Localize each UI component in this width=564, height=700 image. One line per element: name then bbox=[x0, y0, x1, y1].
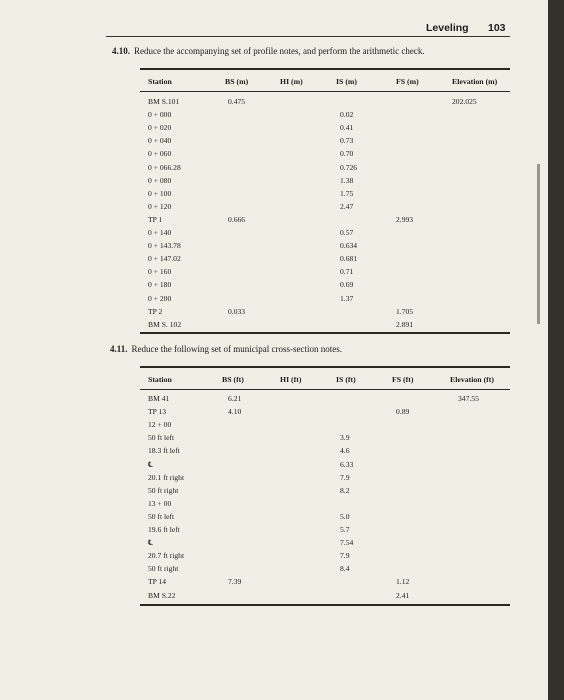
value-cell: 2.41 bbox=[396, 590, 410, 600]
station-cell: TP 13 bbox=[148, 407, 167, 417]
station-cell: 0 + 100 bbox=[148, 188, 172, 198]
section-title: Leveling bbox=[426, 22, 469, 34]
station-cell: 50 ft left bbox=[148, 511, 175, 521]
station-cell: 0 + 000 bbox=[148, 110, 172, 120]
station-cell: 50 ft left bbox=[148, 433, 175, 443]
value-cell: 0.634 bbox=[340, 241, 358, 251]
profile-notes-table bbox=[140, 68, 510, 334]
book-edge bbox=[548, 0, 564, 700]
value-cell: 0.033 bbox=[228, 306, 246, 316]
value-cell: 0.70 bbox=[340, 149, 354, 159]
value-cell: 0.681 bbox=[340, 254, 358, 264]
page-number: 103 bbox=[488, 22, 506, 34]
value-cell: 347.55 bbox=[458, 394, 479, 403]
station-cell: 0 + 180 bbox=[148, 280, 172, 290]
station-cell: 0 + 140 bbox=[148, 228, 172, 237]
page-shadow-mark bbox=[537, 164, 540, 324]
value-cell: 0.89 bbox=[396, 407, 410, 417]
table-header-rule bbox=[140, 91, 510, 92]
column-header: Elevation (m) bbox=[452, 77, 498, 86]
value-cell: 0.726 bbox=[340, 162, 358, 172]
value-cell: 6.21 bbox=[228, 394, 242, 403]
problem-text: Reduce the accompanying set of profile notes, and perform the arithmetic check. bbox=[134, 46, 425, 56]
station-cell: 0 + 060 bbox=[148, 149, 172, 159]
column-header: BS (ft) bbox=[222, 375, 244, 384]
station-cell: BM 41 bbox=[148, 394, 170, 403]
column-header: HI (ft) bbox=[280, 375, 302, 384]
station-cell: 0 + 160 bbox=[148, 267, 172, 277]
table-bottom-rule bbox=[140, 604, 510, 606]
column-header: BS (m) bbox=[225, 77, 249, 86]
value-cell: 0.71 bbox=[340, 267, 354, 277]
value-cell: 3.9 bbox=[340, 433, 350, 443]
station-cell: 0 + 200 bbox=[148, 293, 172, 303]
value-cell: 0.475 bbox=[228, 97, 246, 106]
value-cell: 8.2 bbox=[340, 485, 350, 495]
station-cell: 0 + 143.78 bbox=[148, 241, 181, 251]
table-bottom-rule bbox=[140, 332, 510, 334]
table-top-rule bbox=[140, 366, 510, 368]
value-cell: 202.025 bbox=[452, 97, 477, 106]
cross-section-notes-table bbox=[140, 366, 510, 606]
station-cell: 20.1 ft right bbox=[148, 472, 185, 482]
value-cell: 7.54 bbox=[340, 538, 354, 548]
station-cell: 20.7 ft right bbox=[148, 551, 185, 561]
value-cell: 7.39 bbox=[228, 577, 242, 587]
station-cell: 19.6 ft left bbox=[148, 525, 180, 534]
value-cell: 1.75 bbox=[340, 188, 354, 198]
column-header: IS (ft) bbox=[336, 375, 356, 384]
station-cell: BM S.22 bbox=[148, 590, 176, 600]
value-cell: 0.666 bbox=[228, 214, 246, 224]
value-cell: 1.12 bbox=[396, 577, 410, 587]
column-header: FS (m) bbox=[396, 77, 419, 86]
column-header: IS (m) bbox=[336, 77, 358, 86]
value-cell: 1.38 bbox=[340, 175, 354, 185]
problem-number: 4.10. bbox=[112, 46, 130, 56]
station-cell: ℄ bbox=[148, 459, 153, 469]
station-cell: 0 + 040 bbox=[148, 136, 172, 146]
value-cell: 5.7 bbox=[340, 525, 350, 534]
station-cell: 0 + 147.02 bbox=[148, 254, 181, 264]
station-cell: 13 + 00 bbox=[148, 498, 172, 508]
value-cell: 2.891 bbox=[396, 319, 414, 329]
value-cell: 4.10 bbox=[228, 407, 242, 417]
problem-4-11-statement bbox=[110, 344, 342, 354]
station-cell: ℄ bbox=[148, 538, 153, 548]
value-cell: 0.73 bbox=[340, 136, 354, 146]
value-cell: 6.33 bbox=[340, 459, 354, 469]
value-cell: 0.02 bbox=[340, 110, 354, 120]
station-cell: 18.3 ft left bbox=[148, 446, 180, 456]
station-cell: BM S. 102 bbox=[148, 319, 182, 329]
header-rule bbox=[106, 36, 510, 37]
station-cell: 0 + 080 bbox=[148, 175, 172, 185]
station-cell: 12 + 00 bbox=[148, 420, 172, 430]
value-cell: 7.9 bbox=[340, 472, 350, 482]
column-header: Elevation (ft) bbox=[450, 375, 494, 384]
problem-number: 4.11. bbox=[110, 344, 128, 354]
column-header: HI (m) bbox=[280, 77, 303, 86]
station-cell: 0 + 066.28 bbox=[148, 162, 181, 172]
value-cell: 0.69 bbox=[340, 280, 354, 290]
value-cell: 5.0 bbox=[340, 511, 350, 521]
value-cell: 1.705 bbox=[396, 306, 414, 316]
problem-text: Reduce the following set of municipal cross-section notes. bbox=[131, 344, 342, 354]
station-cell: TP 14 bbox=[148, 577, 167, 587]
value-cell: 8.4 bbox=[340, 564, 350, 574]
station-cell: TP 1 bbox=[148, 214, 163, 224]
station-cell: 0 + 020 bbox=[148, 123, 172, 133]
value-cell: 2.993 bbox=[396, 214, 414, 224]
value-cell: 2.47 bbox=[340, 201, 354, 211]
station-cell: 50 ft right bbox=[148, 564, 179, 574]
table-header-rule bbox=[140, 389, 510, 390]
column-header: Station bbox=[148, 77, 172, 86]
column-header: FS (ft) bbox=[392, 375, 414, 384]
value-cell: 0.41 bbox=[340, 123, 354, 133]
table-top-rule bbox=[140, 68, 510, 70]
value-cell: 7.9 bbox=[340, 551, 350, 561]
station-cell: 0 + 120 bbox=[148, 201, 172, 211]
station-cell: BM S.101 bbox=[148, 97, 180, 106]
value-cell: 1.37 bbox=[340, 293, 354, 303]
value-cell: 4.6 bbox=[340, 446, 350, 456]
problem-4-10-statement bbox=[112, 46, 425, 56]
column-header: Station bbox=[148, 375, 172, 384]
station-cell: TP 2 bbox=[148, 306, 163, 316]
value-cell: 0.57 bbox=[340, 228, 354, 237]
station-cell: 50 ft right bbox=[148, 485, 179, 495]
